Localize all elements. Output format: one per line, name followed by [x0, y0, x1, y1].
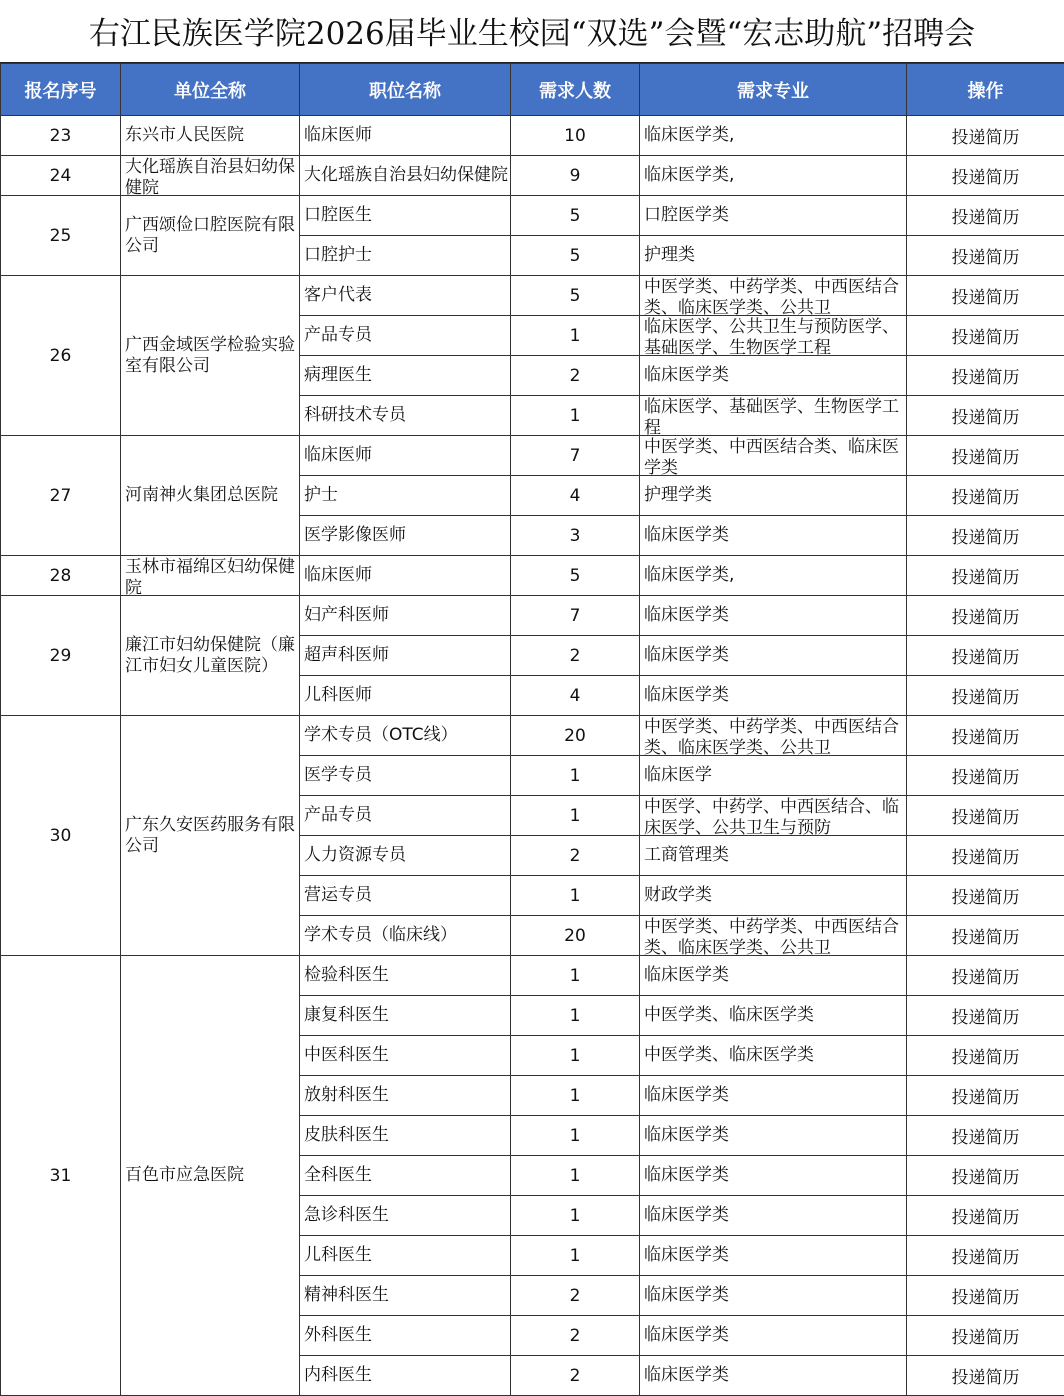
action-cell: [907, 1036, 1064, 1076]
major-text: 临床医学类: [644, 645, 906, 666]
unit-cell: [121, 276, 300, 436]
position-name: 全科医生: [304, 1165, 510, 1186]
major-text: 中医学类、临床医学类: [644, 1045, 906, 1066]
unit-name: 大化瑶族自治县妇幼保健院: [125, 157, 299, 195]
header-seq: 报名序号: [1, 64, 121, 116]
position-name: 内科医生: [304, 1365, 510, 1386]
position-name: 儿科医生: [304, 1245, 510, 1266]
count-cell: 1: [511, 396, 640, 436]
major-text: 临床医学类: [644, 1245, 906, 1266]
unit-name: 东兴市人民医院: [125, 125, 299, 146]
count-cell: 1: [511, 996, 640, 1036]
submit-resume-button[interactable]: 投递简历: [952, 1208, 1020, 1228]
unit-name: 广西金域医学检验实验室有限公司: [125, 335, 299, 377]
count-cell: 5: [511, 196, 640, 236]
action-cell: [907, 1076, 1064, 1116]
submit-resume-button[interactable]: 投递简历: [952, 688, 1020, 708]
action-cell: [907, 956, 1064, 996]
count-cell: 20: [511, 916, 640, 956]
submit-resume-button[interactable]: 投递简历: [952, 488, 1020, 508]
position-name: 客户代表: [304, 285, 510, 306]
position-name: 临床医师: [304, 125, 510, 146]
major-cell: [640, 796, 907, 836]
position-cell: [300, 356, 511, 396]
position-name: 放射科医生: [304, 1085, 510, 1106]
major-text: 护理学类: [644, 485, 906, 506]
major-text: 临床医学类: [644, 1085, 906, 1106]
position-name: 皮肤科医生: [304, 1125, 510, 1146]
position-cell: [300, 476, 511, 516]
action-cell: [907, 156, 1064, 196]
table-row: [1, 276, 1064, 316]
major-text: 临床医学类: [644, 1125, 906, 1146]
major-text: 中医学、中药学、中西医结合、临床医学、公共卫生与预防: [644, 797, 906, 835]
major-cell: [640, 876, 907, 916]
position-name: 检验科医生: [304, 965, 510, 986]
count-cell: 4: [511, 676, 640, 716]
position-cell: [300, 1316, 511, 1356]
action-cell: [907, 1156, 1064, 1196]
major-text: 护理类: [644, 245, 906, 266]
major-text: 口腔医学类: [644, 205, 906, 226]
position-cell: [300, 1156, 511, 1196]
position-name: 中医科医生: [304, 1045, 510, 1066]
position-cell: [300, 1236, 511, 1276]
action-cell: [907, 756, 1064, 796]
page-title: 右江民族医学院2026届毕业生校园“双选”会暨“宏志助航”招聘会: [0, 0, 1064, 63]
count-cell: 1: [511, 316, 640, 356]
submit-resume-button[interactable]: 投递简历: [952, 448, 1020, 468]
count-cell: 4: [511, 476, 640, 516]
position-name: 外科医生: [304, 1325, 510, 1346]
major-text: 中医学类、中西医结合类、临床医学类: [644, 437, 906, 475]
table-row: [1, 956, 1064, 996]
header-position: 职位名称: [300, 64, 511, 116]
count-cell: 1: [511, 1156, 640, 1196]
position-name: 营运专员: [304, 885, 510, 906]
major-text: 临床医学类,: [644, 565, 906, 586]
action-cell: [907, 636, 1064, 676]
major-text: 中医学类、中药学类、中西医结合类、临床医学类、公共卫: [644, 717, 906, 755]
position-name: 病理医生: [304, 365, 510, 386]
major-text: 临床医学类: [644, 685, 906, 706]
position-name: 医学影像医师: [304, 525, 510, 546]
position-cell: [300, 996, 511, 1036]
header-count: 需求人数: [511, 64, 640, 116]
major-cell: [640, 396, 907, 436]
position-name: 儿科医师: [304, 685, 510, 706]
seq-cell: 28: [1, 556, 121, 596]
major-text: 临床医学类: [644, 1325, 906, 1346]
position-cell: [300, 956, 511, 996]
action-cell: [907, 116, 1064, 156]
action-cell: [907, 596, 1064, 636]
position-name: 超声科医师: [304, 645, 510, 666]
submit-resume-button[interactable]: 投递简历: [952, 768, 1020, 788]
count-cell: 20: [511, 716, 640, 756]
major-text: 中医学类、中药学类、中西医结合类、临床医学类、公共卫: [644, 277, 906, 315]
submit-resume-button[interactable]: 投递简历: [952, 528, 1020, 548]
major-text: 临床医学类: [644, 605, 906, 626]
position-name: 妇产科医师: [304, 605, 510, 626]
submit-resume-button[interactable]: 投递简历: [952, 728, 1020, 748]
action-cell: [907, 1276, 1064, 1316]
major-text: 临床医学类: [644, 1365, 906, 1386]
submit-resume-button[interactable]: 投递简历: [952, 1008, 1020, 1028]
position-name: 医学专员: [304, 765, 510, 786]
table-row: [1, 436, 1064, 476]
submit-resume-button[interactable]: 投递简历: [952, 128, 1020, 148]
position-name: 产品专员: [304, 805, 510, 826]
submit-resume-button[interactable]: 投递简历: [952, 968, 1020, 988]
major-cell: [640, 596, 907, 636]
table-row: [1, 116, 1064, 156]
position-name: 人力资源专员: [304, 845, 510, 866]
recruitment-table: [0, 63, 1064, 1396]
major-cell: [640, 1276, 907, 1316]
count-cell: 1: [511, 1116, 640, 1156]
position-name: 精神科医生: [304, 1285, 510, 1306]
major-cell: [640, 476, 907, 516]
unit-cell: [121, 556, 300, 596]
major-text: 临床医学类: [644, 965, 906, 986]
position-cell: [300, 876, 511, 916]
position-name: 科研技术专员: [304, 405, 510, 426]
position-name: 口腔医生: [304, 205, 510, 226]
count-cell: 1: [511, 1076, 640, 1116]
action-cell: [907, 516, 1064, 556]
major-cell: [640, 1316, 907, 1356]
action-cell: [907, 396, 1064, 436]
action-cell: [907, 1196, 1064, 1236]
count-cell: 2: [511, 636, 640, 676]
count-cell: 3: [511, 516, 640, 556]
action-cell: [907, 236, 1064, 276]
seq-cell: 27: [1, 436, 121, 556]
unit-cell: [121, 436, 300, 556]
major-cell: [640, 1116, 907, 1156]
position-name: 学术专员（OTC线）: [304, 725, 510, 746]
action-cell: [907, 276, 1064, 316]
major-text: 临床医学类: [644, 1285, 906, 1306]
position-name: 护士: [304, 485, 510, 506]
submit-resume-button[interactable]: 投递简历: [952, 288, 1020, 308]
position-cell: [300, 396, 511, 436]
major-cell: [640, 956, 907, 996]
header-action: 操作: [907, 64, 1064, 116]
unit-name: 广东久安医药服务有限公司: [125, 815, 299, 857]
seq-cell: 30: [1, 716, 121, 956]
seq-cell: 26: [1, 276, 121, 436]
position-cell: [300, 756, 511, 796]
position-cell: [300, 1116, 511, 1156]
count-cell: 1: [511, 1036, 640, 1076]
count-cell: 1: [511, 876, 640, 916]
position-cell: [300, 156, 511, 196]
position-cell: [300, 236, 511, 276]
position-cell: [300, 796, 511, 836]
position-cell: [300, 436, 511, 476]
position-name: 产品专员: [304, 325, 510, 346]
submit-resume-button[interactable]: 投递简历: [952, 1368, 1020, 1388]
major-cell: [640, 236, 907, 276]
header-major: 需求专业: [640, 64, 907, 116]
unit-name: 河南神火集团总医院: [125, 485, 299, 506]
count-cell: 2: [511, 1356, 640, 1396]
major-text: 临床医学类: [644, 365, 906, 386]
action-cell: [907, 356, 1064, 396]
major-text: 临床医学、基础医学、生物医学工程: [644, 397, 906, 435]
action-cell: [907, 436, 1064, 476]
major-cell: [640, 756, 907, 796]
submit-resume-button[interactable]: 投递简历: [952, 328, 1020, 348]
position-cell: [300, 556, 511, 596]
count-cell: 5: [511, 276, 640, 316]
major-cell: [640, 916, 907, 956]
action-cell: [907, 1356, 1064, 1396]
position-name: 学术专员（临床线）: [304, 925, 510, 946]
unit-cell: [121, 156, 300, 196]
action-cell: [907, 1316, 1064, 1356]
major-cell: [640, 436, 907, 476]
action-cell: [907, 876, 1064, 916]
action-cell: [907, 796, 1064, 836]
major-cell: [640, 996, 907, 1036]
count-cell: 9: [511, 156, 640, 196]
submit-resume-button[interactable]: 投递简历: [952, 848, 1020, 868]
submit-resume-button[interactable]: 投递简历: [952, 1328, 1020, 1348]
major-cell: [640, 1196, 907, 1236]
table-row: [1, 716, 1064, 756]
submit-resume-button[interactable]: 投递简历: [952, 1088, 1020, 1108]
major-text: 工商管理类: [644, 845, 906, 866]
major-text: 中医学类、中药学类、中西医结合类、临床医学类、公共卫: [644, 917, 906, 955]
major-cell: [640, 1156, 907, 1196]
table-header-row: [1, 64, 1064, 116]
action-cell: [907, 316, 1064, 356]
count-cell: 1: [511, 956, 640, 996]
position-cell: [300, 676, 511, 716]
position-cell: [300, 1276, 511, 1316]
table-row: [1, 196, 1064, 236]
submit-resume-button[interactable]: 投递简历: [952, 168, 1020, 188]
position-cell: [300, 1076, 511, 1116]
position-cell: [300, 516, 511, 556]
position-cell: [300, 116, 511, 156]
action-cell: [907, 1236, 1064, 1276]
action-cell: [907, 836, 1064, 876]
action-cell: [907, 556, 1064, 596]
count-cell: 1: [511, 1196, 640, 1236]
major-cell: [640, 316, 907, 356]
count-cell: 1: [511, 756, 640, 796]
major-text: 临床医学类: [644, 525, 906, 546]
seq-cell: 29: [1, 596, 121, 716]
submit-resume-button[interactable]: 投递简历: [952, 608, 1020, 628]
action-cell: [907, 476, 1064, 516]
count-cell: 2: [511, 356, 640, 396]
submit-resume-button[interactable]: 投递简历: [952, 888, 1020, 908]
major-text: 临床医学类: [644, 1165, 906, 1186]
position-cell: [300, 316, 511, 356]
submit-resume-button[interactable]: 投递简历: [952, 1048, 1020, 1068]
count-cell: 2: [511, 1316, 640, 1356]
position-cell: [300, 836, 511, 876]
major-text: 临床医学: [644, 765, 906, 786]
major-cell: [640, 516, 907, 556]
submit-resume-button[interactable]: 投递简历: [952, 368, 1020, 388]
major-text: 财政学类: [644, 885, 906, 906]
major-cell: [640, 196, 907, 236]
position-name: 口腔护士: [304, 245, 510, 266]
submit-resume-button[interactable]: 投递简历: [952, 808, 1020, 828]
unit-cell: [121, 596, 300, 716]
count-cell: 1: [511, 796, 640, 836]
position-cell: [300, 1356, 511, 1396]
seq-cell: 23: [1, 116, 121, 156]
position-name: 临床医师: [304, 565, 510, 586]
count-cell: 7: [511, 596, 640, 636]
unit-name: 百色市应急医院: [125, 1165, 299, 1186]
position-cell: [300, 1196, 511, 1236]
submit-resume-button[interactable]: 投递简历: [952, 928, 1020, 948]
major-cell: [640, 836, 907, 876]
major-cell: [640, 156, 907, 196]
count-cell: 10: [511, 116, 640, 156]
action-cell: [907, 676, 1064, 716]
count-cell: 2: [511, 1276, 640, 1316]
position-cell: [300, 916, 511, 956]
major-cell: [640, 556, 907, 596]
action-cell: [907, 196, 1064, 236]
unit-cell: [121, 956, 300, 1396]
count-cell: 1: [511, 1236, 640, 1276]
major-text: 临床医学、公共卫生与预防医学、基础医学、生物医学工程: [644, 317, 906, 355]
unit-cell: [121, 716, 300, 956]
position-name: 大化瑶族自治县妇幼保健院: [304, 165, 510, 186]
submit-resume-button[interactable]: 投递简历: [952, 648, 1020, 668]
major-cell: [640, 116, 907, 156]
major-cell: [640, 1356, 907, 1396]
major-cell: [640, 716, 907, 756]
header-unit: 单位全称: [121, 64, 300, 116]
submit-resume-button[interactable]: 投递简历: [952, 248, 1020, 268]
count-cell: 5: [511, 236, 640, 276]
major-text: 临床医学类: [644, 1205, 906, 1226]
position-name: 康复科医生: [304, 1005, 510, 1026]
submit-resume-button[interactable]: 投递简历: [952, 208, 1020, 228]
table-body: [1, 116, 1064, 1396]
table-row: [1, 556, 1064, 596]
major-cell: [640, 356, 907, 396]
action-cell: [907, 996, 1064, 1036]
major-text: 临床医学类,: [644, 125, 906, 146]
position-cell: [300, 196, 511, 236]
count-cell: 7: [511, 436, 640, 476]
submit-resume-button[interactable]: 投递简历: [952, 568, 1020, 588]
major-text: 中医学类、临床医学类: [644, 1005, 906, 1026]
table-row: [1, 156, 1064, 196]
position-name: 急诊科医生: [304, 1205, 510, 1226]
submit-resume-button[interactable]: 投递简历: [952, 1288, 1020, 1308]
action-cell: [907, 716, 1064, 756]
position-cell: [300, 596, 511, 636]
table-row: [1, 596, 1064, 636]
major-cell: [640, 1236, 907, 1276]
unit-cell: [121, 196, 300, 276]
submit-resume-button[interactable]: 投递简历: [952, 408, 1020, 428]
seq-cell: 25: [1, 196, 121, 276]
position-cell: [300, 1036, 511, 1076]
submit-resume-button[interactable]: 投递简历: [952, 1168, 1020, 1188]
major-cell: [640, 276, 907, 316]
position-cell: [300, 276, 511, 316]
seq-cell: 31: [1, 956, 121, 1396]
submit-resume-button[interactable]: 投递简历: [952, 1128, 1020, 1148]
unit-name: 玉林市福绵区妇幼保健院: [125, 557, 299, 595]
position-cell: [300, 716, 511, 756]
unit-name: 廉江市妇幼保健院（廉江市妇女儿童医院）: [125, 635, 299, 677]
major-cell: [640, 1036, 907, 1076]
major-cell: [640, 1076, 907, 1116]
major-text: 临床医学类,: [644, 165, 906, 186]
unit-cell: [121, 116, 300, 156]
count-cell: 5: [511, 556, 640, 596]
action-cell: [907, 916, 1064, 956]
action-cell: [907, 1116, 1064, 1156]
unit-name: 广西颂俭口腔医院有限公司: [125, 215, 299, 257]
submit-resume-button[interactable]: 投递简历: [952, 1248, 1020, 1268]
major-cell: [640, 676, 907, 716]
count-cell: 2: [511, 836, 640, 876]
position-name: 临床医师: [304, 445, 510, 466]
major-cell: [640, 636, 907, 676]
position-cell: [300, 636, 511, 676]
seq-cell: 24: [1, 156, 121, 196]
